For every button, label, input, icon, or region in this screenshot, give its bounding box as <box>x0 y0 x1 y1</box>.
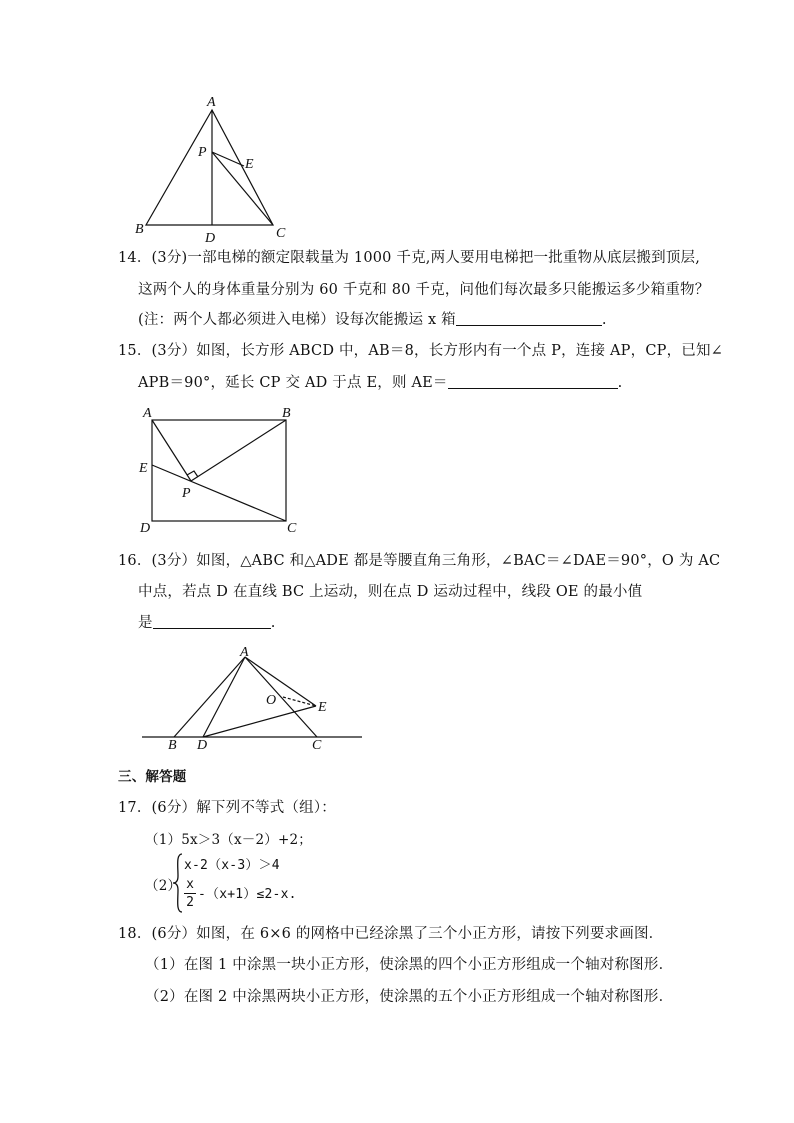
q17-part2-end: . <box>288 887 297 902</box>
label-a: A <box>143 406 152 421</box>
label-d: D <box>197 738 208 753</box>
label-b: B <box>135 222 144 237</box>
q16-line3 <box>138 613 276 633</box>
q15-answer-blank[interactable] <box>448 374 618 389</box>
q17-part1: （1）5x＞3（x－2）+2； <box>145 832 312 848</box>
q14-line3-end: . <box>601 312 607 328</box>
label-c: C <box>276 226 286 241</box>
label-e: E <box>318 700 327 715</box>
q16-line3-text: 是 <box>138 615 153 631</box>
segment-ae <box>245 657 316 706</box>
segment-ap <box>152 420 191 481</box>
q17-part2-eq2-rest <box>198 885 297 905</box>
label-c: C <box>312 738 322 753</box>
triangle-abc <box>146 110 273 225</box>
q17-part2-eq2-text: -（x+1）≤2-x <box>198 887 289 902</box>
label-d: D <box>140 521 151 536</box>
label-e: E <box>245 157 254 172</box>
label-a: A <box>207 95 216 110</box>
segment-pc <box>212 152 273 225</box>
label-a: A <box>240 645 249 660</box>
figure-q15-rectangle <box>134 402 314 536</box>
q16-line1: 16．(3分）如图，△ABC 和△ADE 都是等腰直角三角形，∠BAC＝∠DAE＝90°，O 为 AC <box>118 553 721 569</box>
figure-q13-triangle <box>130 92 300 244</box>
label-c: C <box>287 521 297 536</box>
q18-stem: 18．(6分）如图，在 6×6 的网格中已经涂黑了三个小正方形，请按下列要求画图． <box>118 926 664 942</box>
q17-part2-eq1: x-2（x-3）＞4 <box>184 858 280 873</box>
section-3-title: 三、解答题 <box>118 769 187 785</box>
q18-part1: （1）在图 1 中涂黑一块小正方形，使涂黑的四个小正方形组成一个轴对称图形． <box>145 957 674 973</box>
label-e: E <box>139 461 148 476</box>
label-p: P <box>198 145 207 160</box>
label-b: B <box>168 738 177 753</box>
q17-brace <box>172 852 184 918</box>
q16-answer-blank[interactable] <box>153 614 271 629</box>
q15-line2-text: APB＝90°，延长 CP 交 AD 于点 E，则 AE＝ <box>138 375 448 391</box>
q17-part2-label: （2） <box>145 878 182 894</box>
segment-bp <box>191 420 286 481</box>
label-d: D <box>205 231 216 246</box>
label-b: B <box>282 406 291 421</box>
segment-de <box>203 706 316 737</box>
q14-answer-blank[interactable] <box>456 311 602 326</box>
frac-numerator: x <box>186 877 194 892</box>
left-brace-icon <box>173 854 182 912</box>
q15-line2-end: . <box>617 375 623 391</box>
rectangle-abcd <box>152 420 286 521</box>
q14-line3-text: (注：两个人都必须进入电梯）设每次能搬运 x 箱 <box>138 312 456 328</box>
figure-q16-triangles <box>140 645 365 755</box>
q14-line1: 14．(3分)一部电梯的额定限载量为 1000 千克,两人要用电梯把一批重物从底层搬到顶层, <box>118 250 701 266</box>
segment-ac <box>245 657 317 737</box>
label-p: P <box>182 486 191 501</box>
q17-stem: 17．(6分）解下列不等式（组）： <box>118 800 336 816</box>
q16-line2: 中点，若点 D 在直线 BC 上运动，则在点 D 运动过程中，线段 OE 的最小值 <box>138 584 643 600</box>
q15-line1: 15．(3分）如图，长方形 ABCD 中，AB＝8，长方形内有一个点 P，连接 AP，CP，已知∠ <box>118 343 724 359</box>
right-angle-mark <box>187 471 198 477</box>
segment-ec <box>152 465 286 521</box>
q18-part2: （2）在图 2 中涂黑两块小正方形，使涂黑的五个小正方形组成一个轴对称图形． <box>145 989 674 1005</box>
label-o: O <box>266 693 277 708</box>
q14-line3 <box>138 310 607 330</box>
q16-line3-end: . <box>270 615 276 631</box>
frac-denominator: 2 <box>186 895 194 910</box>
segment-pe <box>212 152 244 166</box>
q17-part2-frac <box>184 876 196 911</box>
q14-line2: 这两个人的身体重量分别为 60 千克和 80 千克，问他们每次最多只能搬运多少箱重物？ <box>138 282 710 298</box>
q15-line2 <box>138 373 622 393</box>
